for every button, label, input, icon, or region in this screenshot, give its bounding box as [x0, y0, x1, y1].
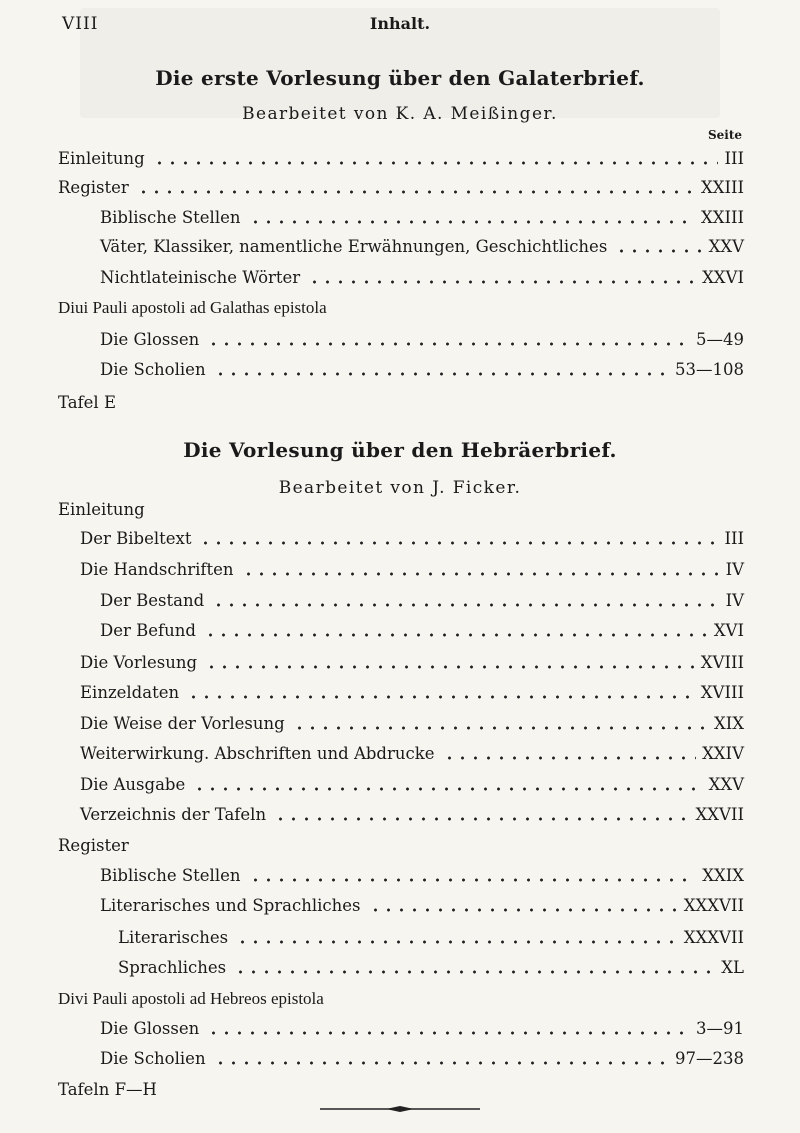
end-ornament — [320, 1106, 480, 1112]
toc-entry: Einleitung — [58, 500, 145, 519]
toc-entry: Literarisches und Sprachliches XXXVII — [100, 896, 744, 915]
toc-entry: Sprachliches XL — [118, 958, 744, 977]
toc-entry: Die Scholien 53—108 — [100, 360, 744, 379]
toc-entry: Diui Pauli apostoli ad Galathas epistola — [58, 298, 327, 317]
toc-entry: Tafel E — [58, 393, 116, 412]
toc-entry: Die Vorlesung XVIII — [80, 653, 744, 672]
toc-entry: Register — [58, 836, 129, 855]
toc-entry: Die Weise der Vorlesung XIX — [80, 714, 744, 733]
toc-entry: Weiterwirkung. Abschriften und Abdrucke XXIV — [80, 744, 744, 763]
running-title: Inhalt. — [369, 14, 431, 33]
section-title-galater: Die erste Vorlesung über den Galaterbrief. — [155, 66, 645, 90]
section-title-hebraeer: Die Vorlesung über den Hebräerbrief. — [183, 438, 617, 462]
toc-entry: Einzeldaten XVIII — [80, 683, 744, 702]
toc-entry: Der Bestand IV — [100, 591, 744, 610]
toc-entry: Die Glossen 5—49 — [100, 330, 744, 349]
toc-entry: Väter, Klassiker, namentliche Erwähnungen, Geschichtliches XXV — [100, 237, 744, 256]
toc-entry: Tafeln F—H — [58, 1080, 157, 1099]
toc-entry: Einleitung III — [58, 149, 744, 168]
section-editor-galater: Bearbeitet von K. A. Meißinger. — [242, 104, 558, 124]
toc-entry: Register XXIII — [58, 178, 744, 197]
toc-entry: Der Bibeltext III — [80, 529, 744, 548]
toc-entry: Biblische Stellen XXIX — [100, 866, 744, 885]
toc-entry: Biblische Stellen XXIII — [100, 208, 744, 227]
toc-entry: Die Ausgabe XXV — [80, 775, 744, 794]
toc-entry: Die Scholien 97—238 — [100, 1049, 744, 1068]
toc-entry: Die Handschriften IV — [80, 560, 744, 579]
toc-entry: Verzeichnis der Tafeln XXVII — [80, 805, 744, 824]
section-editor-hebraeer: Bearbeitet von J. Ficker. — [278, 478, 522, 498]
toc-entry: Die Glossen 3—91 — [100, 1019, 744, 1038]
toc-entry: Literarisches XXXVII — [118, 928, 744, 947]
toc-entry: Nichtlateinische Wörter XXVI — [100, 268, 744, 287]
page-column-label: Seite — [707, 128, 742, 142]
toc-entry: Divi Pauli apostoli ad Hebreos epistola — [58, 989, 324, 1008]
page-number: VIII — [62, 14, 99, 34]
toc-entry: Der Befund XVI — [100, 621, 744, 640]
